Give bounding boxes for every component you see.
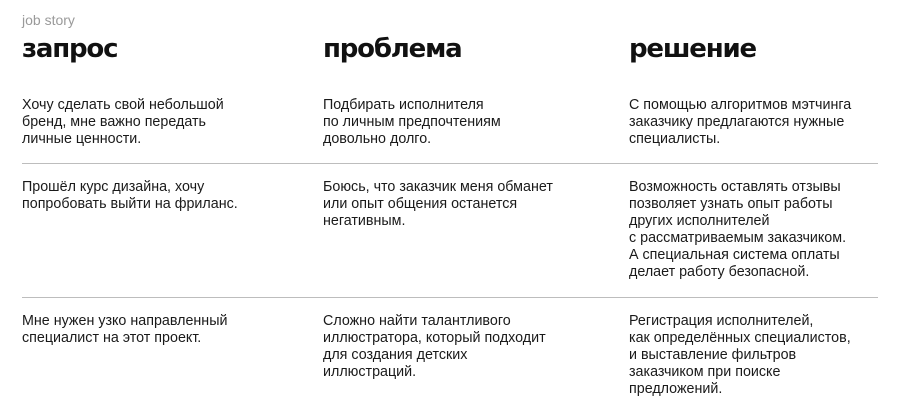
column-heading-request: запрос: [22, 34, 118, 64]
row-3-problem: Сложно найти талантливого иллюстратора, который подходит для создания детских иллюстраций.: [323, 313, 546, 380]
row-3-solution: Регистрация исполнителей, как определённых специалистов, и выставление фильтров заказчиком при поиске предложений.: [629, 313, 851, 397]
row-2-problem: Боюсь, что заказчик меня обманет или опыт общения останется негативным.: [323, 179, 553, 229]
row-divider: [22, 163, 878, 164]
row-1-request: Хочу сделать свой небольшой бренд, мне важно передать личные ценности.: [22, 97, 224, 147]
section-label: job story: [22, 12, 75, 28]
row-1-problem: Подбирать исполнителя по личным предпочтениям довольно долго.: [323, 97, 501, 147]
row-3-request: Мне нужен узко направленный специалист на этот проект.: [22, 313, 228, 346]
column-heading-problem: проблема: [323, 34, 462, 64]
column-heading-solution: решение: [629, 34, 756, 64]
row-divider: [22, 297, 878, 298]
row-2-solution: Возможность оставлять отзывы позволяет узнать опыт работы других исполнителей с рассматриваемым заказчиком. А специальная система оплаты делает работу безопасной.: [629, 179, 847, 280]
row-2-request: Прошёл курс дизайна, хочу попробовать выйти на фриланс.: [22, 179, 238, 212]
row-1-solution: С помощью алгоритмов мэтчинга заказчику предлагаются нужные специалисты.: [629, 97, 852, 147]
